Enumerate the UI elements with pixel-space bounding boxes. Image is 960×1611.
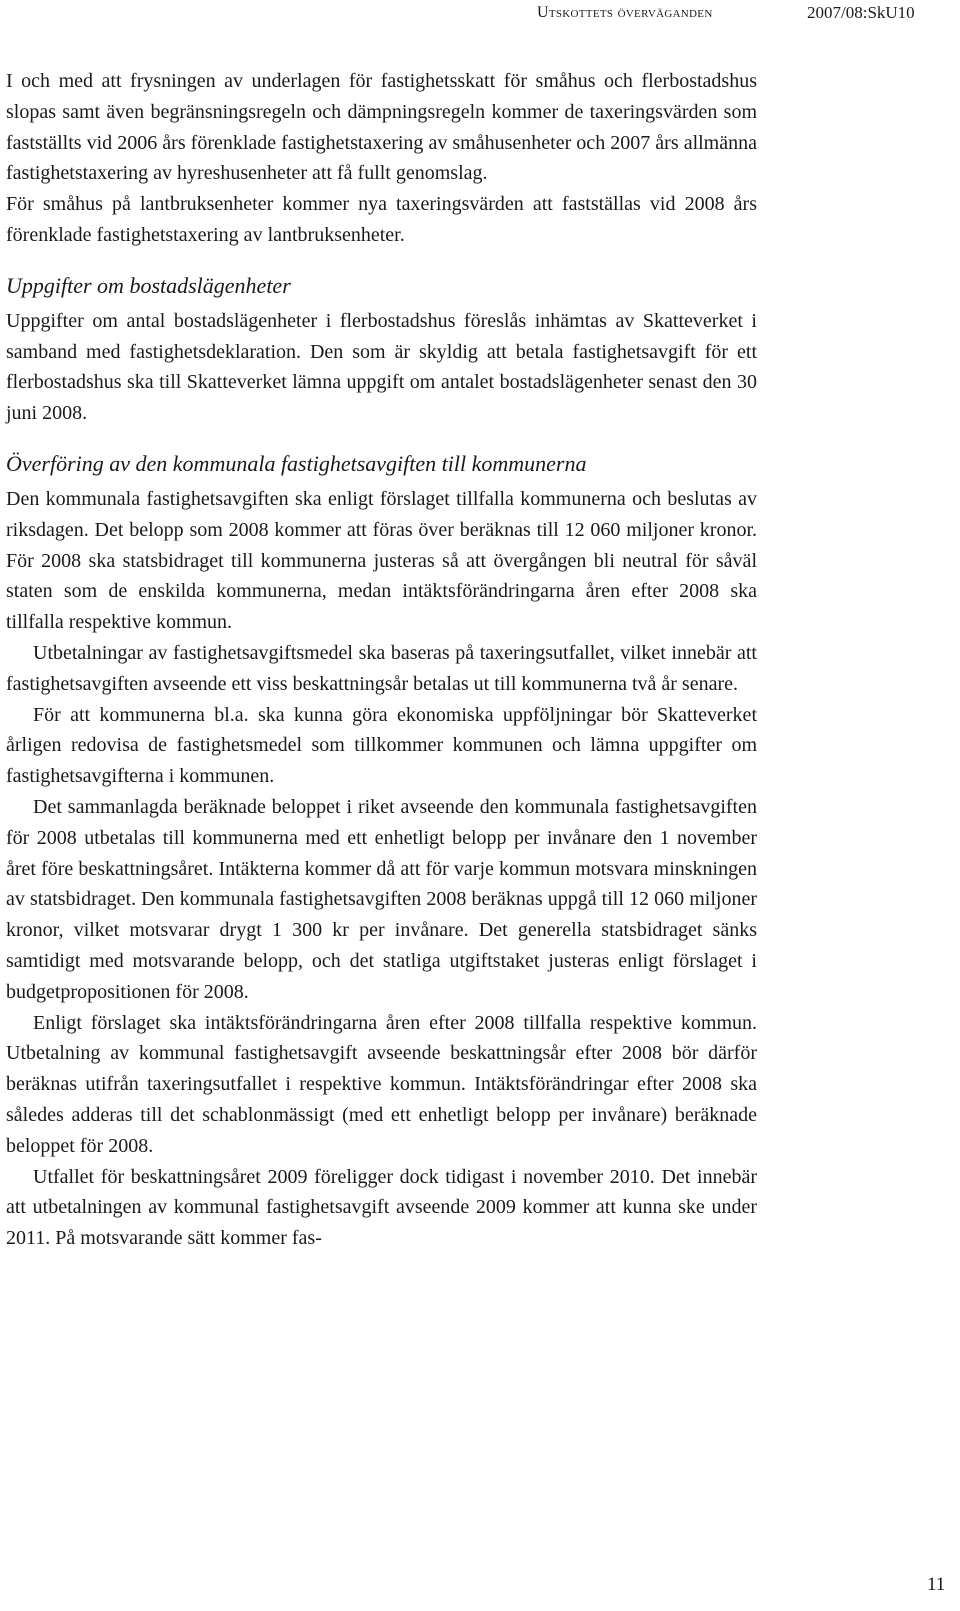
paragraph: Den kommunala fastighetsavgiften ska enligt förslaget tillfalla kommunerna och beslutas av riksdagen. Det belopp som 2008 kommer att föras över beräknas till 12 060 miljoner kronor. För 2008 ska statsbidraget till kommunerna justeras så att övergången bli neutral för såväl staten som de enskilda kommunerna, medan intäktsförändringarna åren efter 2008 ska tillfalla respektive kommun.	[6, 487, 757, 634]
document-id: 2007/08:SkU10	[807, 3, 915, 22]
section-heading: Överföring av den kommunala fastighetsavgiften till kommunerna	[6, 450, 587, 476]
paragraph: Det sammanlagda beräknade beloppet i riket avseende den kommunala fastighetsavgiften för 2008 utbetalas till kommunerna med ett enhetligt belopp per invånare den 1 november året före beskattningsåret. Intäkterna kommer då att för varje kommun motsvara minskningen av statsbidraget. Den kommunala fastighetsavgiften 2008 beräknas uppgå till 12 060 miljoner kronor, vilket motsvarar drygt 1 300 kr per invånare. Det generella statsbidraget sänks samtidigt med motsvarande belopp, och det statliga utgiftstaket justeras enligt förslaget i budgetpropositionen för 2008.	[6, 795, 757, 1003]
page-number: 11	[927, 1574, 946, 1595]
paragraph: Utbetalningar av fastighetsavgiftsmedel ska baseras på taxeringsutfallet, vilket innebär att fastighetsavgiften avseende ett viss beskattningsår betalas ut till kommunerna två år senare.	[6, 641, 757, 695]
paragraph: För småhus på lantbruksenheter kommer nya taxeringsvärden att fastställas vid 2008 års förenklade fastighetstaxering av lantbruksenheter.	[6, 193, 757, 246]
main-text	[6, 66, 757, 1254]
section-title: Utskottets överväganden	[537, 4, 713, 21]
paragraph: Uppgifter om antal bostadslägenheter i flerbostadshus föreslås inhämtas av Skatteverket i samband med fastighetsdeklaration. Den som är skyldig att betala fastighetsavgift för ett flerbostadshus ska till Skatteverket lämna uppgift om antalet bostadslägenheter senast den 30 juni 2008.	[6, 309, 757, 425]
paragraph: Utfallet för beskattningsåret 2009 föreligger dock tidigast i november 2010. Det innebär att utbetalningen av kommunal fastighetsavgift avseende 2009 kommer att kunna ske under 2011. På motsvarande sätt kommer fas-	[6, 1165, 757, 1250]
page-header	[0, 0, 960, 30]
section-heading: Uppgifter om bostadslägenheter	[6, 272, 291, 298]
paragraph: Enligt förslaget ska intäktsförändringarna åren efter 2008 tillfalla respektive kommun. Utbetalning av kommunal fastighetsavgift avseende beskattningsår efter 2008 bör därför beräknas utifrån taxeringsutfallet i respektive kommun. Intäktsförändringar efter 2008 ska således adderas till det schablonmässigt (med ett enhetligt belopp per invånare) beräknade beloppet för 2008.	[6, 1011, 757, 1157]
paragraph: För att kommunerna bl.a. ska kunna göra ekonomiska uppföljningar bör Skatteverket årligen redovisa de fastighetsmedel som tillkommer kommunen och lämna uppgifter om fastighetsavgifterna i kommunen.	[6, 703, 757, 788]
paragraph: I och med att frysningen av underlagen för fastighetsskatt för småhus och flerbostadshus slopas samt även begränsningsregeln och dämpningsregeln kommer de taxeringsvärden som fastställts vid 2006 års förenklade fastighetstaxering av småhusenheter och 2007 års allmänna fastighetstaxering av hyreshusenheter att få fullt genomslag.	[6, 70, 757, 185]
